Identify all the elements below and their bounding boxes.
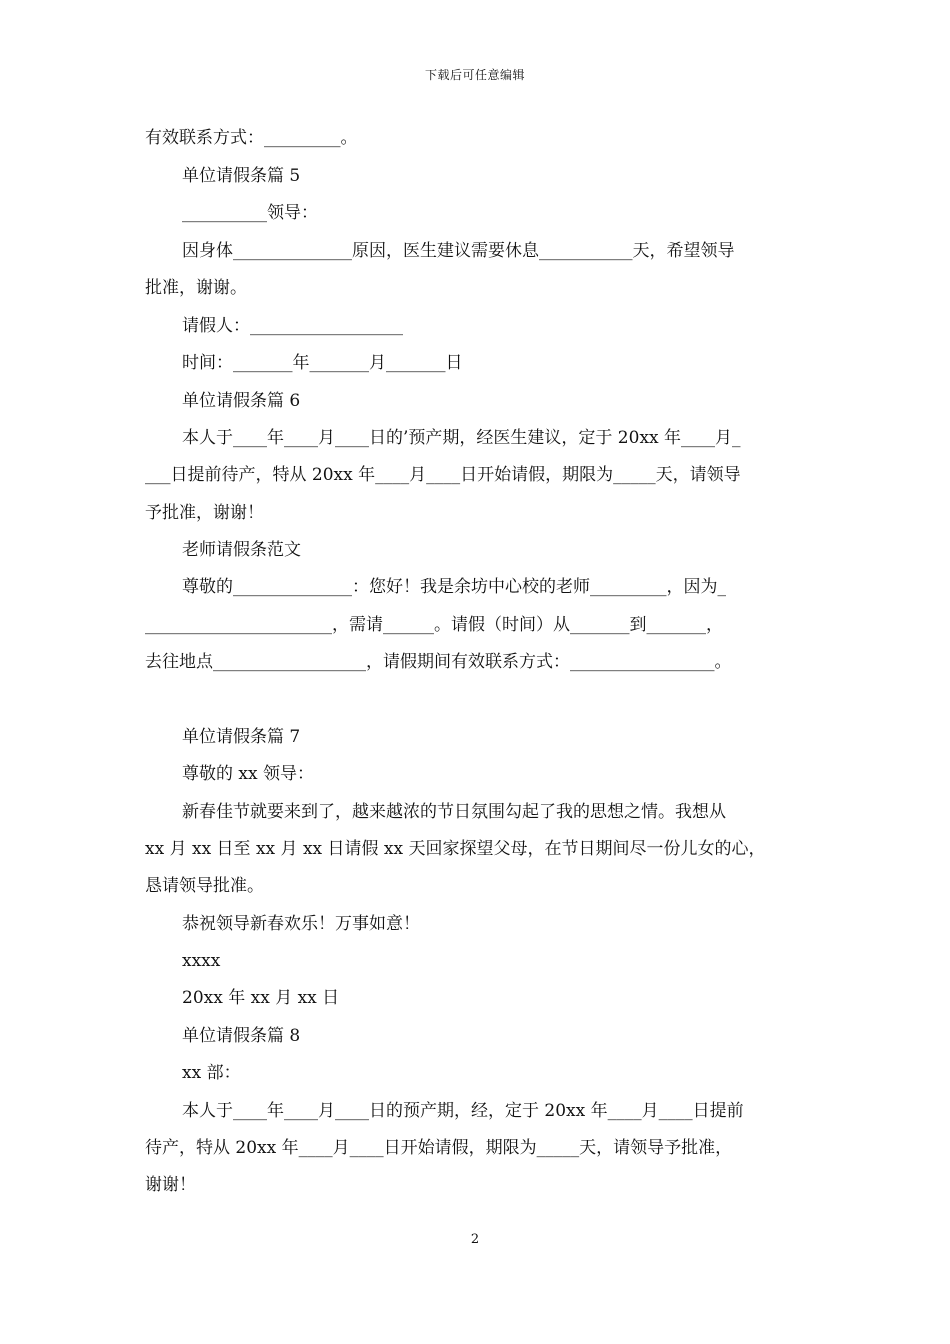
section-title-7: 单位请假条篇 7 (182, 727, 301, 747)
body-line: 去往地点__________________，请假期间有效联系方式：_________________。 (145, 652, 732, 672)
body-line: 本人于____年____月____日的’预产期，经医生建议，定于 20xx 年____月_ (182, 428, 741, 448)
body-line: 批准，谢谢。 (145, 278, 247, 298)
body-line: 本人于____年____月____日的预产期，经，定于 20xx 年____月____日提前 (182, 1101, 744, 1121)
salutation-line: 尊敬的 xx 领导： (182, 764, 314, 784)
applicant-line: 请假人：__________________ (182, 316, 403, 336)
date-line: 20xx 年 xx 月 xx 日 (182, 988, 340, 1008)
body-line: 予批准，谢谢！ (145, 503, 264, 523)
body-line: ______________________，需请______。请假（时间）从_______到_______， (145, 615, 723, 635)
section-title-6: 单位请假条篇 6 (182, 391, 301, 411)
body-line: xx 月 xx 日至 xx 月 xx 日请假 xx 天回家探望父母，在节日期间尽一份儿女的心， (145, 839, 766, 859)
signature-line: xxxx (182, 951, 221, 971)
body-line: 尊敬的______________：您好！我是余坊中心校的老师_________，因为_ (182, 577, 726, 597)
salutation-line: xx 部： (182, 1063, 241, 1083)
body-line: ___日提前待产，特从 20xx 年____月____日开始请假，期限为_____天，请领导 (145, 465, 741, 485)
body-line: 因身体______________原因，医生建议需要休息___________天，希望领导 (182, 241, 735, 261)
page-header: 下载后可任意编辑 (424, 68, 525, 82)
salutation-line: __________领导： (182, 203, 318, 223)
body-line: 恳请领导批准。 (145, 876, 264, 896)
greeting-line: 恭祝领导新春欢乐！万事如意！ (182, 914, 420, 934)
section-title-8: 单位请假条篇 8 (182, 1026, 301, 1046)
body-line: 谢谢！ (145, 1175, 196, 1195)
contact-line: 有效联系方式：_________。 (145, 128, 358, 148)
section-title-5: 单位请假条篇 5 (182, 166, 301, 186)
section-title-teacher: 老师请假条范文 (182, 540, 301, 560)
page-number: 2 (470, 1232, 480, 1247)
body-line: 新春佳节就要来到了，越来越浓的节日氛围勾起了我的思想之情。我想从 (182, 802, 726, 822)
date-line: 时间：_______年_______月_______日 (182, 353, 463, 373)
body-line: 待产，特从 20xx 年____月____日开始请假，期限为_____天，请领导予批准， (145, 1138, 733, 1158)
